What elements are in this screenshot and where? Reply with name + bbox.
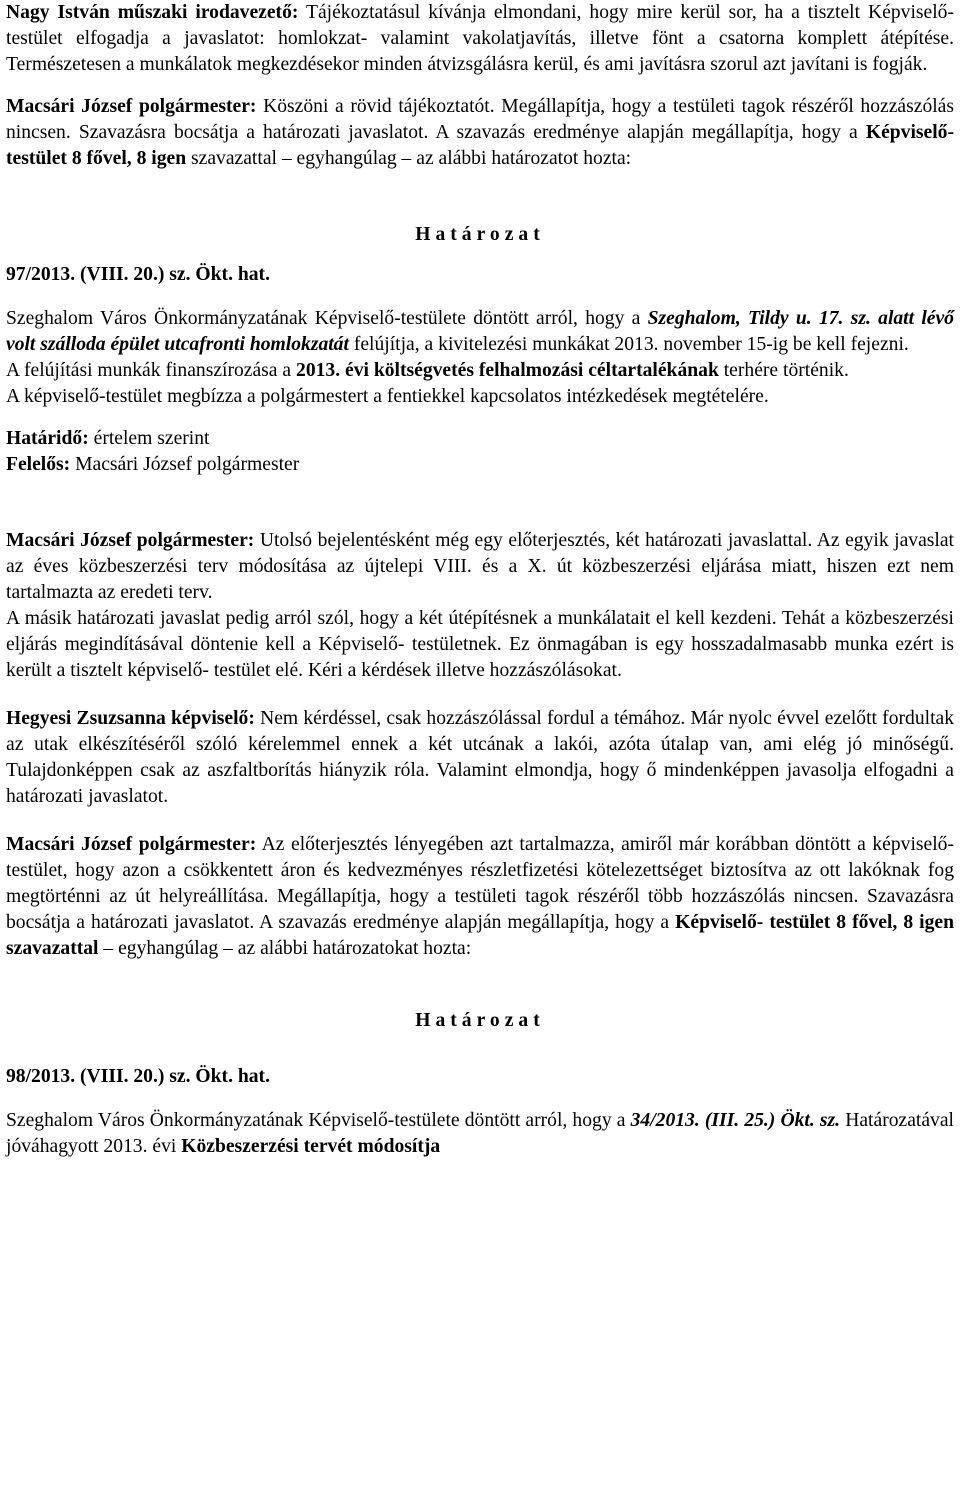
resolution-text-1 — [6, 306, 954, 358]
paragraph-text-tail: szavazattal – egyhangúlag – az alábbi határozatot hozta: — [186, 148, 632, 169]
paragraph-text: Tájékoztatásul kívánja elmondani, hogy mire kerül sor, ha a tisztelt Képviselő- testület elfogadja a javaslatot: homlokzat- valamint vakolatjavítás, illetve fönt a csatorna komplett átépítése. Természetesen a munkálatok megkezdésekor minden átvizsgálásra kerül, és ami javításra szorul azt javítani is fogják. — [6, 2, 954, 75]
resolution-heading: Határozat — [415, 1010, 545, 1031]
paragraph-nagy-istvan — [6, 0, 954, 78]
resolution-text: Szeghalom Város Önkormányzatának Képviselő-testülete döntött arról, hogy a — [6, 308, 648, 329]
financing-tail: terhére történik. — [718, 360, 849, 381]
resolution-subject: alatt lévő volt szálloda épület utcafronti homlokzatát — [6, 308, 954, 355]
resolution-heading: Határozat — [415, 224, 545, 245]
financing-source: 2013. évi költségvetés felhalmozási céltartalékának — [296, 360, 719, 381]
speaker-name: Macsári József polgármester: — [6, 96, 257, 117]
financing-text: A felújítási munkák finanszírozása a — [6, 360, 297, 381]
vote-result: Képviselő- testület 8 fővel, 8 igen — [6, 122, 954, 169]
paragraph-hegyesi — [6, 706, 954, 810]
deadline-value: értelem szerint — [88, 428, 210, 449]
paragraph-text: Az előterjesztés lényegében azt tartalmazza, amiről már korábban döntött a képviselő- testület, hogy azon a csökkentett áron és kedvezményes részletfizetési kötelezettséget biztosítva az ott lakóknak fog megtörténni az út helyreállítása. Megállapítja, hogy a testületi tagok részéről több hozzászólás nincsen. Szavazásra bocsátja a határozati javaslatot. A szavazás eredménye alapján megállapítja, hogy a — [6, 834, 955, 933]
speaker-name: Nagy István műszaki irodavezető: — [6, 2, 299, 23]
responsible-line — [6, 452, 954, 478]
paragraph-text: Nem kérdéssel, csak hozzászólással fordul a témához. Már nyolc évvel ezelőtt fordultak az utak elkészítéséről szóló kérelemmel ennek a két utcának a lakói, azóta útalap van, ami elég jó minőségű. Tulajdonképpen csak az aszfaltborítás hiányzik róla. Valamint elmondja, hogy ő mindenképpen javasolja elfogadni a határozati javaslatot. — [6, 708, 954, 807]
resolution-text-tail: felújítja, a kivitelezési munkákat 2013. november 15-ig be kell fejezni. — [348, 334, 909, 355]
vote-result: Képviselő- testület 8 fővel, 8 igen szavazattal — [6, 912, 954, 959]
paragraph-macsari-1 — [6, 94, 954, 172]
deadline-line — [6, 426, 954, 452]
resolution-reference: 34/2013. (III. 25.) Ökt. sz. — [630, 1110, 841, 1131]
resolution-text-2 — [6, 1108, 954, 1160]
resolution-subject: Közbeszerzési tervét módosítja — [181, 1136, 441, 1157]
speaker-name: Macsári József polgármester: — [6, 530, 255, 551]
paragraph-macsari-2-cont: A másik határozati javaslat pedig arról szól, hogy a két útépítésnek a munkálatait el kell kezdeni. Tehát a közbeszerzési eljárás megindításával döntenie kell a Képviselő- testületnek. Ez önmagában is egy hosszadalmasabb munka ezért is került a tisztelt képviselő- testület elé. Kéri a kérdések illetve hozzászólásokat. — [6, 608, 954, 681]
paragraph-text: Köszöni a rövid tájékoztatót. Megállapítja, hogy a testületi tagok részéről hozzászólás nincsen. Szavazásra bocsátja a határozati javaslatot. A szavazás eredménye alapján megállapítja, hogy a — [6, 96, 955, 143]
responsible-value: Macsári József polgármester — [70, 454, 300, 475]
deadline-label: Határidő: — [6, 428, 89, 449]
paragraph-text: Utolsó bejelentésként még egy előterjesztés, két határozati javaslattal. Az egyik javaslat az éves közbeszerzési terv módosítása az újtelepi VIII. és a X. út közbeszerzési eljárása miatt, hiszen ezt nem tartalmazta az eredeti terv. — [6, 530, 954, 603]
resolution-mandate: A képviselő-testület megbízza a polgármestert a fentiekkel kapcsolatos intézkedések megtételére. — [6, 386, 769, 407]
resolution-number: 97/2013. (VIII. 20.) sz. Ökt. hat. — [6, 264, 270, 285]
resolution-number: 98/2013. (VIII. 20.) sz. Ökt. hat. — [6, 1066, 270, 1087]
paragraph-text-tail: – egyhangúlag – az alábbi határozatokat hozta: — [98, 938, 472, 959]
resolution-address: Szeghalom, Tildy u. 17. sz. — [647, 308, 871, 329]
paragraph-macsari-2 — [6, 528, 954, 606]
speaker-name: Macsári József polgármester: — [6, 834, 257, 855]
resolution-text: Szeghalom Város Önkormányzatának Képviselő-testülete döntött arról, hogy a — [6, 1110, 631, 1131]
paragraph-macsari-3 — [6, 832, 954, 962]
resolution-financing — [6, 358, 954, 384]
resolution-text-mid: Határozatával jóváhagyott 2013. évi — [6, 1110, 954, 1157]
speaker-name: Hegyesi Zsuzsanna képviselő: — [6, 708, 255, 729]
responsible-label: Felelős: — [6, 454, 71, 475]
